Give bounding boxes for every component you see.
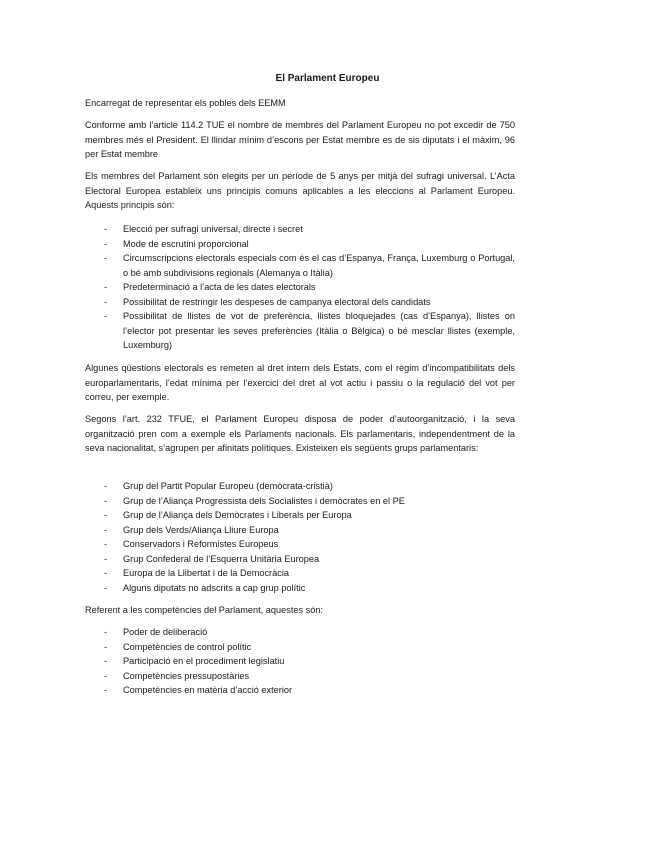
list-item: - Grup de l’Aliança dels Demòcrates i Liberals per Europa [85, 508, 515, 523]
document-title: El Parlament Europeu [275, 73, 380, 84]
paragraph-competences: Referent a les competències del Parlament, aquestes són: [85, 605, 323, 615]
principles-list [85, 222, 515, 353]
list-item: - Alguns diputats no adscrits a cap grup polític [85, 581, 515, 596]
list-item: - Possibilitat de restringir les despeses de campanya electoral dels candidats [85, 295, 515, 310]
paragraph-elections: Els membres del Parlament són elegits per un període de 5 anys per mitjà del sufragi universal. L’Acta Electoral Europea estableix uns principis comuns aplicables a les eleccions al Parlament Europeu. Aquests principis són: [85, 171, 515, 210]
paragraph-electoral-questions: Algunes qüestions electorals es remeten al dret intern dels Estats, com el règim d’incompatibilitats dels europarlamentaris, l’edat mínima per l’exercici del dret al vot actiu i passiu o la regulació del vot per correu, per exemple. [85, 363, 515, 402]
list-item: - Grup Confederal de l’Esquerra Unitària Europea [85, 552, 515, 567]
intro-paragraph: Encarregat de representar els pobles dels EEMM [85, 98, 286, 108]
list-item: - Grup del Partit Popular Europeu (demòcrata-cristià) [85, 479, 515, 494]
list-item: - Competències en matèria d’acció exterior [85, 683, 515, 698]
paragraph-organization: Segons l’art. 232 TFUE, el Parlament Europeu disposa de poder d’autoorganització, i la seva organització pren com a exemple els Parlaments nacionals. Els parlamentaris, independentment de la seva nacionalitat, s’agrupen per afinitats polítiques. Existeixen els següents grups parlamentaris: [85, 414, 515, 453]
list-item: - Elecció per sufragi universal, directe i secret [85, 222, 515, 237]
list-item: - Mode de escrutini proporcional [85, 237, 515, 252]
list-item: - Participació en el procediment legislatiu [85, 654, 515, 669]
list-item: - Competències pressupostàries [85, 669, 515, 684]
list-item: - Europa de la Llibertat i de la Democràcia [85, 566, 515, 581]
list-item: - Competències de control polític [85, 640, 515, 655]
list-item: - Circumscripcions electorals especials com és el cas d’Espanya, França, Luxemburg o Portugal, o bé amb subdivisions regionals (Alemanya o Itàlia) [85, 251, 515, 280]
list-item: - Conservadors i Reformistes Europeus [85, 537, 515, 552]
list-item: - Possibilitat de llistes de vot de preferència, llistes bloquejades (cas d’Espanya), llistes on l’elector pot presentar les seves preferències (Itàlia o Bèlgica) o bé mesclar llistes (exemple, Luxemburg) [85, 309, 515, 353]
groups-list [85, 479, 515, 595]
paragraph-members: Conforme amb l’article 114.2 TUE el nombre de membres del Parlament Europeu no pot excedir de 750 membres més el President. El llindar mínim d’escons per Estat membre es de sis diputats i el màxim, 96 per Estat membre [85, 120, 515, 159]
competences-list [85, 625, 515, 698]
list-item: - Predeterminació a l’acta de les dates electorals [85, 280, 515, 295]
list-item: - Grup de l’Aliança Progressista dels Socialistes i demòcrates en el PE [85, 494, 515, 509]
list-item: - Poder de deliberació [85, 625, 515, 640]
list-item: - Grup dels Verds/Aliança Lliure Europa [85, 523, 515, 538]
